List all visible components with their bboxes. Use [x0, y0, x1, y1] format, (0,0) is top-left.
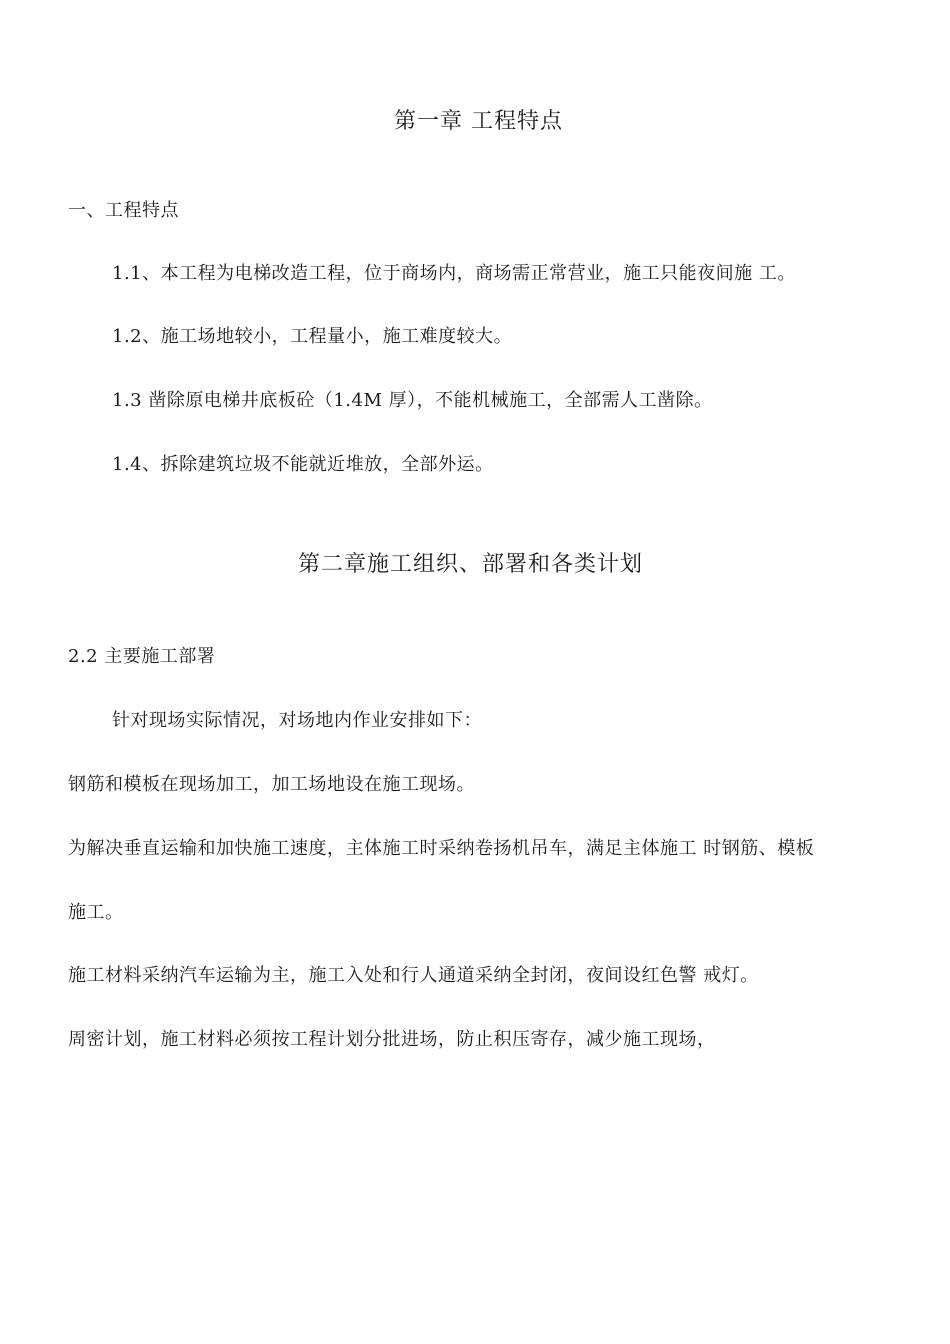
chapter-1-item-4: 1.4、拆除建筑垃圾不能就近堆放，全部外运。	[112, 454, 494, 475]
chapter-1-item-2: 1.2、施工场地较小，工程量小，施工难度较大。	[112, 326, 513, 347]
chapter-1-title: 第一章 工程特点	[394, 109, 563, 134]
chapter-2-paragraph-4: 周密计划，施工材料必须按工程计划分批进场，防止积压寄存，减少施工现场，	[68, 1029, 716, 1050]
chapter-2-paragraph-1: 钢筋和模板在现场加工，加工场地设在施工现场。	[68, 774, 475, 795]
chapter-1-item-1: 1.1、本工程为电梯改造工程，位于商场内，商场需正常营业，施工只能夜间施 工。	[112, 263, 796, 284]
chapter-2-intro: 针对现场实际情况，对场地内作业安排如下：	[112, 710, 482, 731]
chapter-1-item-3: 1.3 凿除原电梯井底板砼（1.4M 厚），不能机械施工，全部需人工凿除。	[112, 390, 713, 411]
chapter-2-paragraph-3: 施工材料采纳汽车运输为主，施工入处和行人通道采纳全封闭，夜间设红色警 戒灯。	[68, 965, 759, 986]
chapter-2-paragraph-2-cont: 施工。	[68, 902, 124, 923]
chapter-2-paragraph-2: 为解决垂直运输和加快施工速度，主体施工时采纳卷扬机吊车，满足主体施工 时钢筋、模板	[68, 838, 815, 859]
chapter-2-section-heading: 2.2 主要施工部署	[68, 646, 216, 667]
chapter-1-section-heading: 一、工程特点	[68, 200, 179, 221]
chapter-2-title: 第二章施工组织、部署和各类计划	[298, 552, 644, 577]
